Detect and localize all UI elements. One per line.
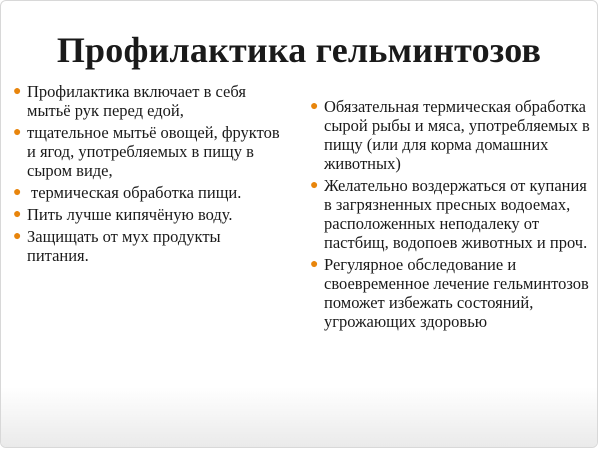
left-bullet-list xyxy=(9,82,284,268)
slide-title: Профилактика гельминтозов xyxy=(56,30,542,70)
bullet-icon: ● xyxy=(13,84,22,99)
list-item: ● Профилактика включает в себя мытьё рук перед едой, xyxy=(13,82,246,120)
list-item: ● Защищать от мух продукты питания. xyxy=(13,227,221,265)
bullet-icon: ● xyxy=(310,257,319,272)
list-item: ● Пить лучше кипячёную воду. xyxy=(13,205,233,224)
list-item: ● Желательно воздержаться от купания в загрязненных пресных водоемах, расположенных неподалеку от пастбищ, водопоев животных и проч. xyxy=(310,176,588,252)
right-bullet-list xyxy=(306,97,598,334)
list-item: ● Обязательная термическая обработка сырой рыбы и мяса, употребляемых в пищу (или для корма домашних животных) xyxy=(310,97,590,173)
bullet-icon: ● xyxy=(13,229,22,244)
bullet-icon: ● xyxy=(13,125,22,140)
bullet-icon: ● xyxy=(310,99,319,114)
list-item: ● тщательное мытьё овощей, фруктов и ягод, употребляемых в пищу в сыром виде, xyxy=(13,123,280,180)
bullet-icon: ● xyxy=(13,207,22,222)
bullet-icon: ● xyxy=(13,185,22,200)
list-item: ● термическая обработка пищи. xyxy=(13,183,242,202)
list-item: ● Регулярное обследование и своевременное лечение гельминтозов поможет избежать состояний, угрожающих здоровью xyxy=(310,255,589,331)
bullet-icon: ● xyxy=(310,178,319,193)
